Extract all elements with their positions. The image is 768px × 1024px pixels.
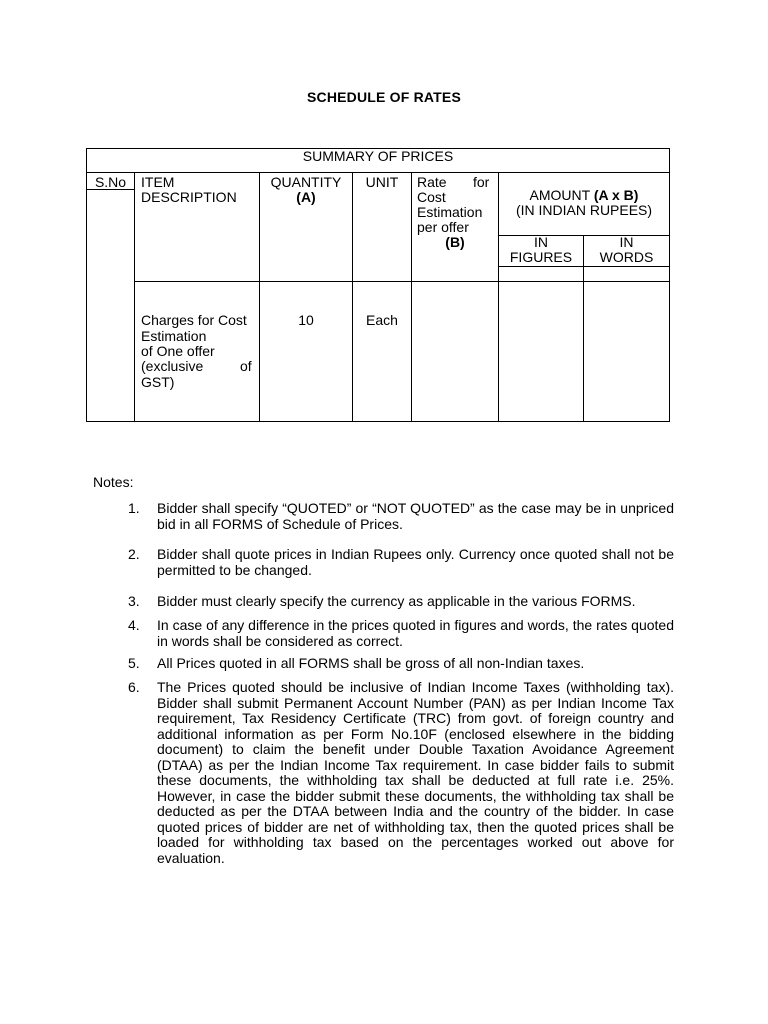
notes-heading: Notes: [93,474,134,490]
note-number: 4. [128,617,140,633]
note-text: Bidder must clearly specify the currency as applicable in the various FORMS. [157,593,636,609]
note-number: 5. [128,655,140,671]
header-body-divider [134,281,670,282]
note-text: All Prices quoted in all FORMS shall be gross of all non-Indian taxes. [157,655,585,671]
row-description-line5: GST) [141,374,175,390]
header-figures-line1: IN [534,234,548,250]
header-quantity-line1: QUANTITY [270,174,342,190]
table-caption: SUMMARY OF PRICES [302,148,454,164]
table-border-right [669,148,670,422]
header-unit: UNIT [365,174,399,190]
note-text: In case of any difference in the prices quoted in figures and words, the rates quoted in words shall be considered as correct. [157,617,674,649]
note-text: Bidder shall specify “QUOTED” or “NOT QUOTED” as the case may be in unpriced bid in all FORMS of Schedule of Prices. [157,500,674,532]
header-amount-formula: (A x B) [593,187,639,203]
note-number: 3. [128,593,140,609]
header-item-line1: ITEM [141,174,175,190]
row-quantity: 10 [298,312,314,328]
col-divider-item [259,172,260,422]
note-text: Bidder shall quote prices in Indian Rupees only. Currency once quoted shall not be permitted to be changed. [157,546,674,578]
header-sno: S.No [94,174,127,190]
document-title: SCHEDULE OF RATES [306,89,462,105]
col-divider-quantity [352,172,353,422]
note-text: The Prices quoted should be inclusive of Indian Income Taxes (withholding tax). Bidder shall submit Permanent Account Number (PAN) as per Indian Income Tax requirement, Tax Residency Certificate (TRC) from govt. of foreign country and additional information as per Form No.10F (enclosed elsewhere in the bidding document) to claim the benefit under Double Taxation Avoidance Agreement (DTAA) as per the Indian Income Tax requirement. In case bidder fails to submit these documents, the withholding tax shall be deducted at full rate i.e. 25%. However, in case the bidder submit these documents, the withholding tax shall be deducted as per the DTAA between India and the country of the bidder. In case quoted prices of bidder are net of withholding tax, then the quoted prices shall be loaded for withholding tax based on the percentages worked out above for evaluation. [157,679,674,866]
header-rate-for: for [473,174,490,190]
note-number: 1. [128,500,140,516]
header-rate-line3: Estimation [417,204,483,220]
row-description-line3: of One offer [141,343,215,359]
figures-words-divider [498,266,670,267]
header-rate-line2: Cost [417,189,446,205]
note-number: 6. [128,679,140,695]
header-rate-word: Rate [417,174,447,190]
row-description-line4a: (exclusive [141,358,204,374]
header-amount-word: AMOUNT [529,187,594,203]
header-rate-line4: per offer [417,219,469,235]
header-item-line2: DESCRIPTION [141,189,237,205]
row-description-line2: Estimation [141,328,207,344]
header-rate-line5: (B) [445,234,465,250]
caption-divider [86,172,670,173]
header-amount-line2: (IN INDIAN RUPEES) [515,202,653,218]
header-words-line1: IN [619,234,634,250]
header-quantity-line2: (A) [296,189,316,205]
note-number: 2. [128,546,140,562]
header-figures-line2: FIGURES [509,249,573,265]
col-divider-sno [134,172,135,422]
row-unit: Each [366,312,398,328]
row-description-line1: Charges for Cost [141,312,247,328]
header-words-line2: WORDS [599,249,654,265]
col-divider-unit [411,172,412,422]
summary-of-prices-table [86,148,670,422]
row-description-line4b: of [240,358,252,374]
